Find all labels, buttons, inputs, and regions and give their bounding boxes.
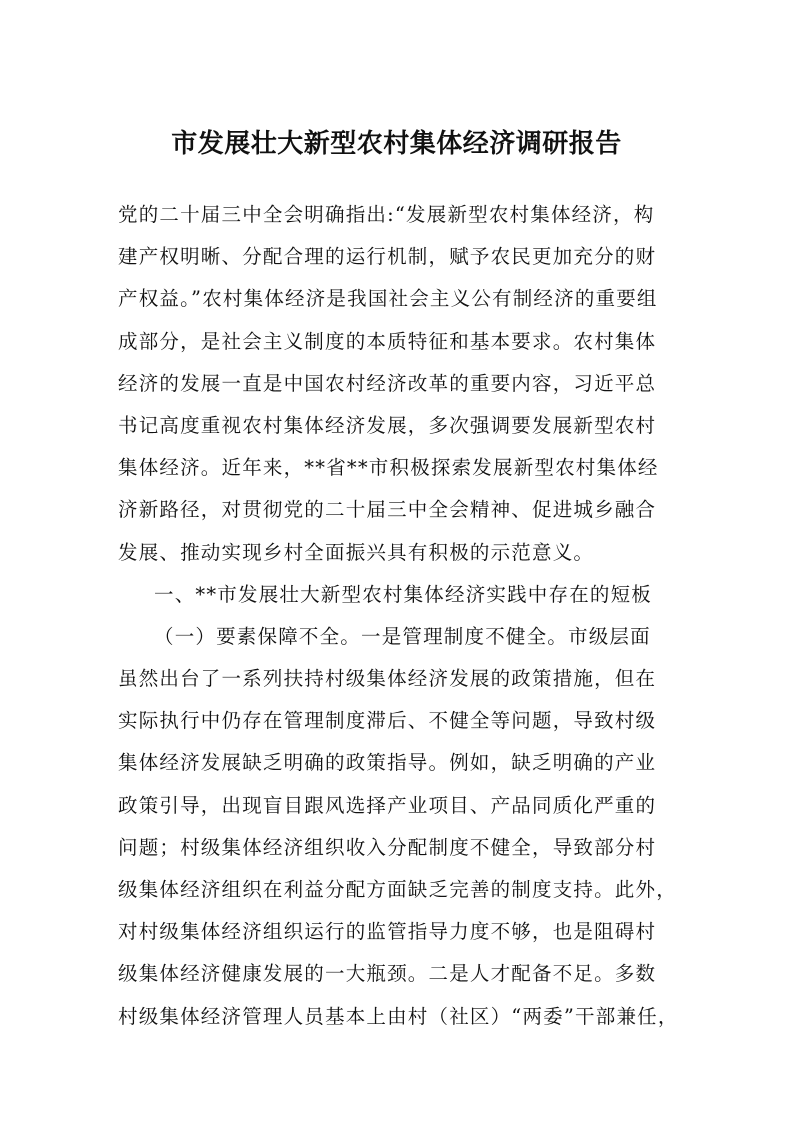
section-heading: 一、**市发展壮大新型农村集体经济实践中存在的短板 bbox=[154, 582, 653, 606]
body-line: 虽然出台了一系列扶持村级集体经济发展的政策措施，但在 bbox=[118, 667, 657, 691]
body-line: 集体经济。近年来，**省**市积极探索发展新型农村集体经 bbox=[118, 456, 659, 480]
body-line: 村级集体经济管理人员基本上由村（社区）“两委”干部兼任， bbox=[118, 1004, 679, 1028]
document-body bbox=[118, 194, 684, 1038]
body-line: 党的二十届三中全会明确指出:“发展新型农村集体经济，构 bbox=[118, 203, 655, 226]
body-line: 政策引导，出现盲目跟风选择产业项目、产品同质化严重的 bbox=[118, 793, 657, 817]
body-line: 级集体经济健康发展的一大瓶颈。二是人才配备不足。多数 bbox=[118, 962, 657, 986]
body-line: 经济的发展一直是中国农村经济改革的重要内容，习近平总 bbox=[118, 371, 657, 395]
body-line: 书记高度重视农村集体经济发展，多次强调要发展新型农村 bbox=[118, 413, 657, 437]
body-line: 发展、推动实现乡村全面振兴具有积极的示范意义。 bbox=[118, 540, 595, 564]
body-line: 集体经济发展缺乏明确的政策指导。例如，缺乏明确的产业 bbox=[118, 751, 657, 775]
body-line: 成部分，是社会主义制度的本质特征和基本要求。农村集体 bbox=[118, 329, 657, 353]
body-line: 产权益。”农村集体经济是我国社会主义公有制经济的重要组 bbox=[118, 287, 658, 311]
body-line: 对村级集体经济组织运行的监管指导力度不够，也是阻碍村 bbox=[118, 920, 657, 944]
body-line: 级集体经济组织在利益分配方面缺乏完善的制度支持。此外， bbox=[118, 878, 677, 901]
subsection-heading-line: （一）要素保障不全。一是管理制度不健全。市级层面 bbox=[154, 624, 651, 648]
body-line: 建产权明晰、分配合理的运行机制，赋予农民更加充分的财 bbox=[118, 245, 657, 269]
body-line: 实际执行中仍存在管理制度滞后、不健全等问题，导致村级 bbox=[118, 709, 657, 733]
body-line: 济新路径，对贯彻党的二十届三中全会精神、促进城乡融合 bbox=[118, 498, 657, 522]
document-title: 市发展壮大新型农村集体经济调研报告 bbox=[171, 129, 622, 159]
body-line: 问题；村级集体经济组织收入分配制度不健全，导致部分村 bbox=[118, 835, 657, 859]
